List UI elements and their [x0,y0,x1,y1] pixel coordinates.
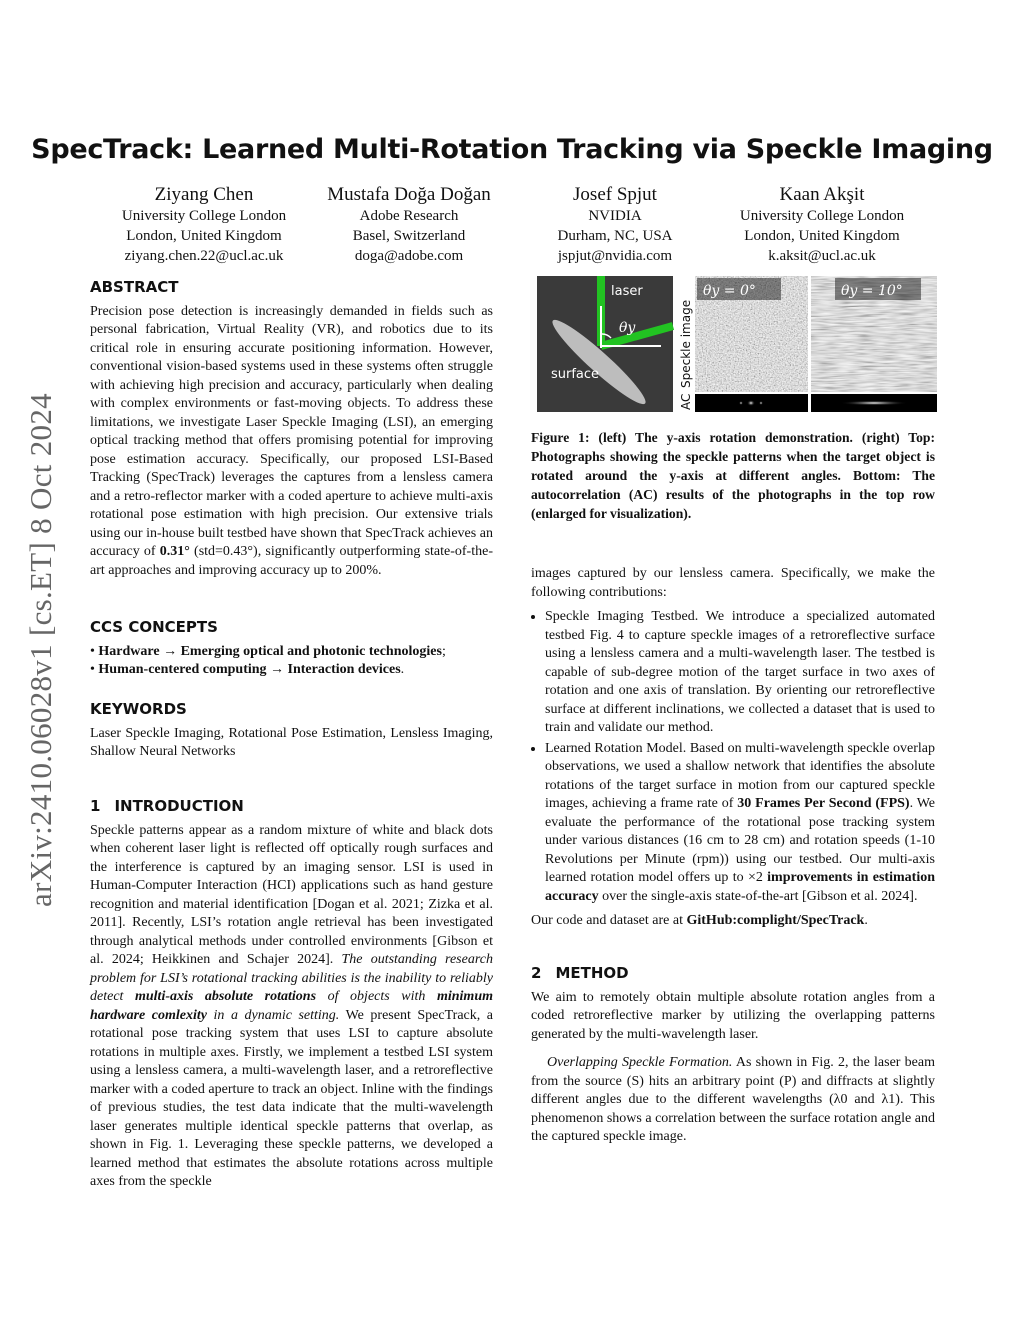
author-4 [712,183,932,266]
arxiv-identifier: arXiv:2410.06028v1 [cs.ET] 8 Oct 2024 [23,393,58,907]
github-link[interactable]: GitHub:complight/SpecTrack [686,913,865,928]
accuracy-value: 0.31° [159,544,190,559]
keywords-heading: KEYWORDS [90,700,187,718]
abstract-section [90,278,493,580]
intro-paragraph: Speckle patterns appear as a random mixture of white and black dots when coherent laser light is reflected off optically rough surfaces and the interference is captured by an imaging sensor. LSI is used in Human-Computer Interaction (HCI) applications such as hand gesture recognition and material identification [Dogan et al. 2021; Zizka et al. 2011]. Recently, LSI’s rotation angle retrieval has been investigated through analytical methods under controlled environments [Gibson et al. 2024; Heikkinen and Schajer 2024]. The outstanding research problem for LSI’s rotational tracking abilities is the inability to reliably detect multi-axis absolute rotations of objects with minimum hardware comlexity in a dynamic setting. We present SpecTrack, a rotational pose tracking system that uses LSI to capture absolute rotations in multiple axes. Firstly, we implement a testbed LSI system using a lensless camera, a multi-wavelength laser, and a retroreflective marker with a coded aperture to track an object. Inline with the findings of previous studies, the test data indicate that the multi-wavelength laser generates multiple identical speckle patterns that overlap, as shown in Fig. 1. Leveraging these speckle patterns, we developed a learned method that estimates the absolute rotations across multiple axes from the speckle [90,822,494,1189]
introduction-section [90,797,493,1192]
method-section [531,964,935,1147]
ccs-heading: CCS CONCEPTS [90,618,218,636]
author-1 [94,183,314,266]
keywords-section [90,700,493,762]
contributions-section [531,565,935,931]
figure-1 [537,276,937,412]
ac-label: AC [679,393,693,410]
author-name: Josef Spjut [573,184,657,205]
author-email[interactable]: jspjut@nvidia.com [557,248,673,264]
author-location: Basel, Switzerland [352,228,466,244]
panel-label-10deg: θy = 10° [841,283,903,299]
author-location: London, United Kingdom [126,228,282,244]
contribution-item-1: • Speckle Imaging Testbed. We introduce a specialized automated testbed Fig. 4 to capture speckle images of a retroreflective surface using a lensless camera and a multi-wavelength laser. The testbed is capable of sub-degree motion of the target surface in two axes of rotation and one axis of translation. By orienting our retroreflective surface at different inclinations, we collected a dataset that is used to train and validate our method. [545,608,935,738]
contributions-intro: images captured by our lensless camera. Specifically, we make the following contributions: [531,566,935,600]
ccs-line-1: • Hardware → Emerging optical and photonic technologies; [90,643,446,659]
abstract-text: Precision pose detection is increasingly demanded in fields such as personal fabrication, Virtual Reality (VR), and robotics due to its critical role in ensuring accurate positioning information. However, conventional vision-based systems used in these systems often struggle with achieving high precision and accuracy, particularly when dealing with complex environments or fast-moving objects. To address these limitations, we investigate Laser Speckle Imaging (LSI), an emerging optical tracking method that offers promising potential for improving pose estimation accuracy. Specifically, our proposed LSI-Based Tracking (SpecTrack) leverages the captures from a lensless camera and a retro-reflector marker with a coded aperture to achieve multi-axis rotational pose estimation with high precision. Our extensive trials using our in-house built testbed have shown that SpecTrack achieves an accuracy of 0.31° (std=0.43°), significantly outperforming state-of-the-art approaches and improving accuracy up to 200%. [90,303,493,578]
author-location: London, United Kingdom [744,228,900,244]
method-paragraph-1: We aim to remotely obtain multiple absolute rotation angles from a coded retroreflective marker by utilizing the overlapping patterns generated by the multi-wavelength laser. [531,989,935,1042]
laser-label: laser [611,284,643,299]
author-affiliation: NVIDIA [588,208,642,224]
ac-peak-10deg [840,401,908,406]
speckle-image-label: Speckle image [679,299,693,388]
author-email[interactable]: doga@adobe.com [354,248,464,264]
author-affiliation: University College London [739,208,905,224]
abstract-heading: ABSTRACT [90,278,179,296]
paper-title: SpecTrack: Learned Multi-Rotation Tracking via Speckle Imaging [31,134,993,165]
arxiv-side-label [16,370,66,930]
intro-heading: 1 INTRODUCTION [90,797,244,815]
author-name: Kaan Akşit [779,184,865,205]
contribution-item-2: • Learned Rotation Model. Based on multi-wavelength speckle overlap observations, we used a shallow network that identifies the absolute rotations of the target surface in motion from our captured speckle images, achieving a frame rate of 30 Frames Per Second (FPS). We evaluate the performance of the rotational pose tracking system under various distances (16 cm to 28 cm) and rotation speeds (1-10 Revolutions per Minute (rpm)) using our testbed. Our multi-axis learned rotation model offers up to ×2 improvements in estimation accuracy over the single-axis state-of-the-art [Gibson et al. 2024]. [545,740,935,907]
figure-1-caption: Figure 1: (left) The y-axis rotation demonstration. (right) Top: Photographs showing the speckle patterns when the target object is rotated around the y-axis at different angles. Bottom: The autocorrelation (AC) results of the photographs in the top row (enlarged for visualization). [531,430,935,521]
figure-1-graphic [537,276,937,412]
author-name: Ziyang Chen [154,184,254,205]
theta-label: θy [619,320,636,336]
keywords-text: Laser Speckle Imaging, Rotational Pose Estimation, Lensless Imaging, Shallow Neural Networks [90,725,493,759]
author-email[interactable]: ziyang.chen.22@ucl.ac.uk [124,248,284,264]
author-affiliation: Adobe Research [359,208,459,224]
author-2 [299,183,519,266]
author-name: Mustafa Doğa Doğan [327,184,491,205]
contributions-list [531,608,935,906]
surface-label: surface [551,367,600,382]
method-heading: 2 METHOD [531,964,629,982]
author-location: Durham, NC, USA [557,228,673,244]
ccs-section [90,618,493,680]
panel-label-0deg: θy = 0° [703,283,756,299]
method-paragraph-2: Overlapping Speckle Formation. As shown in Fig. 2, the laser beam from the source (S) hits an arbitrary point (P) and diffracts at slightly different angles due to the different wavelengths (λ0 and λ1). This phenomenon shows a correlation between the surface rotation angle and the captured speckle image. [531,1055,935,1144]
ccs-line-2: • Human-centered computing → Interaction devices. [90,662,405,677]
author-email[interactable]: k.aksit@ucl.ac.uk [768,248,876,264]
author-3 [505,183,725,266]
code-availability: Our code and dataset are at GitHub:complight/SpecTrack. [531,913,868,928]
author-affiliation: University College London [121,208,287,224]
ac-peak-0deg [747,400,755,406]
